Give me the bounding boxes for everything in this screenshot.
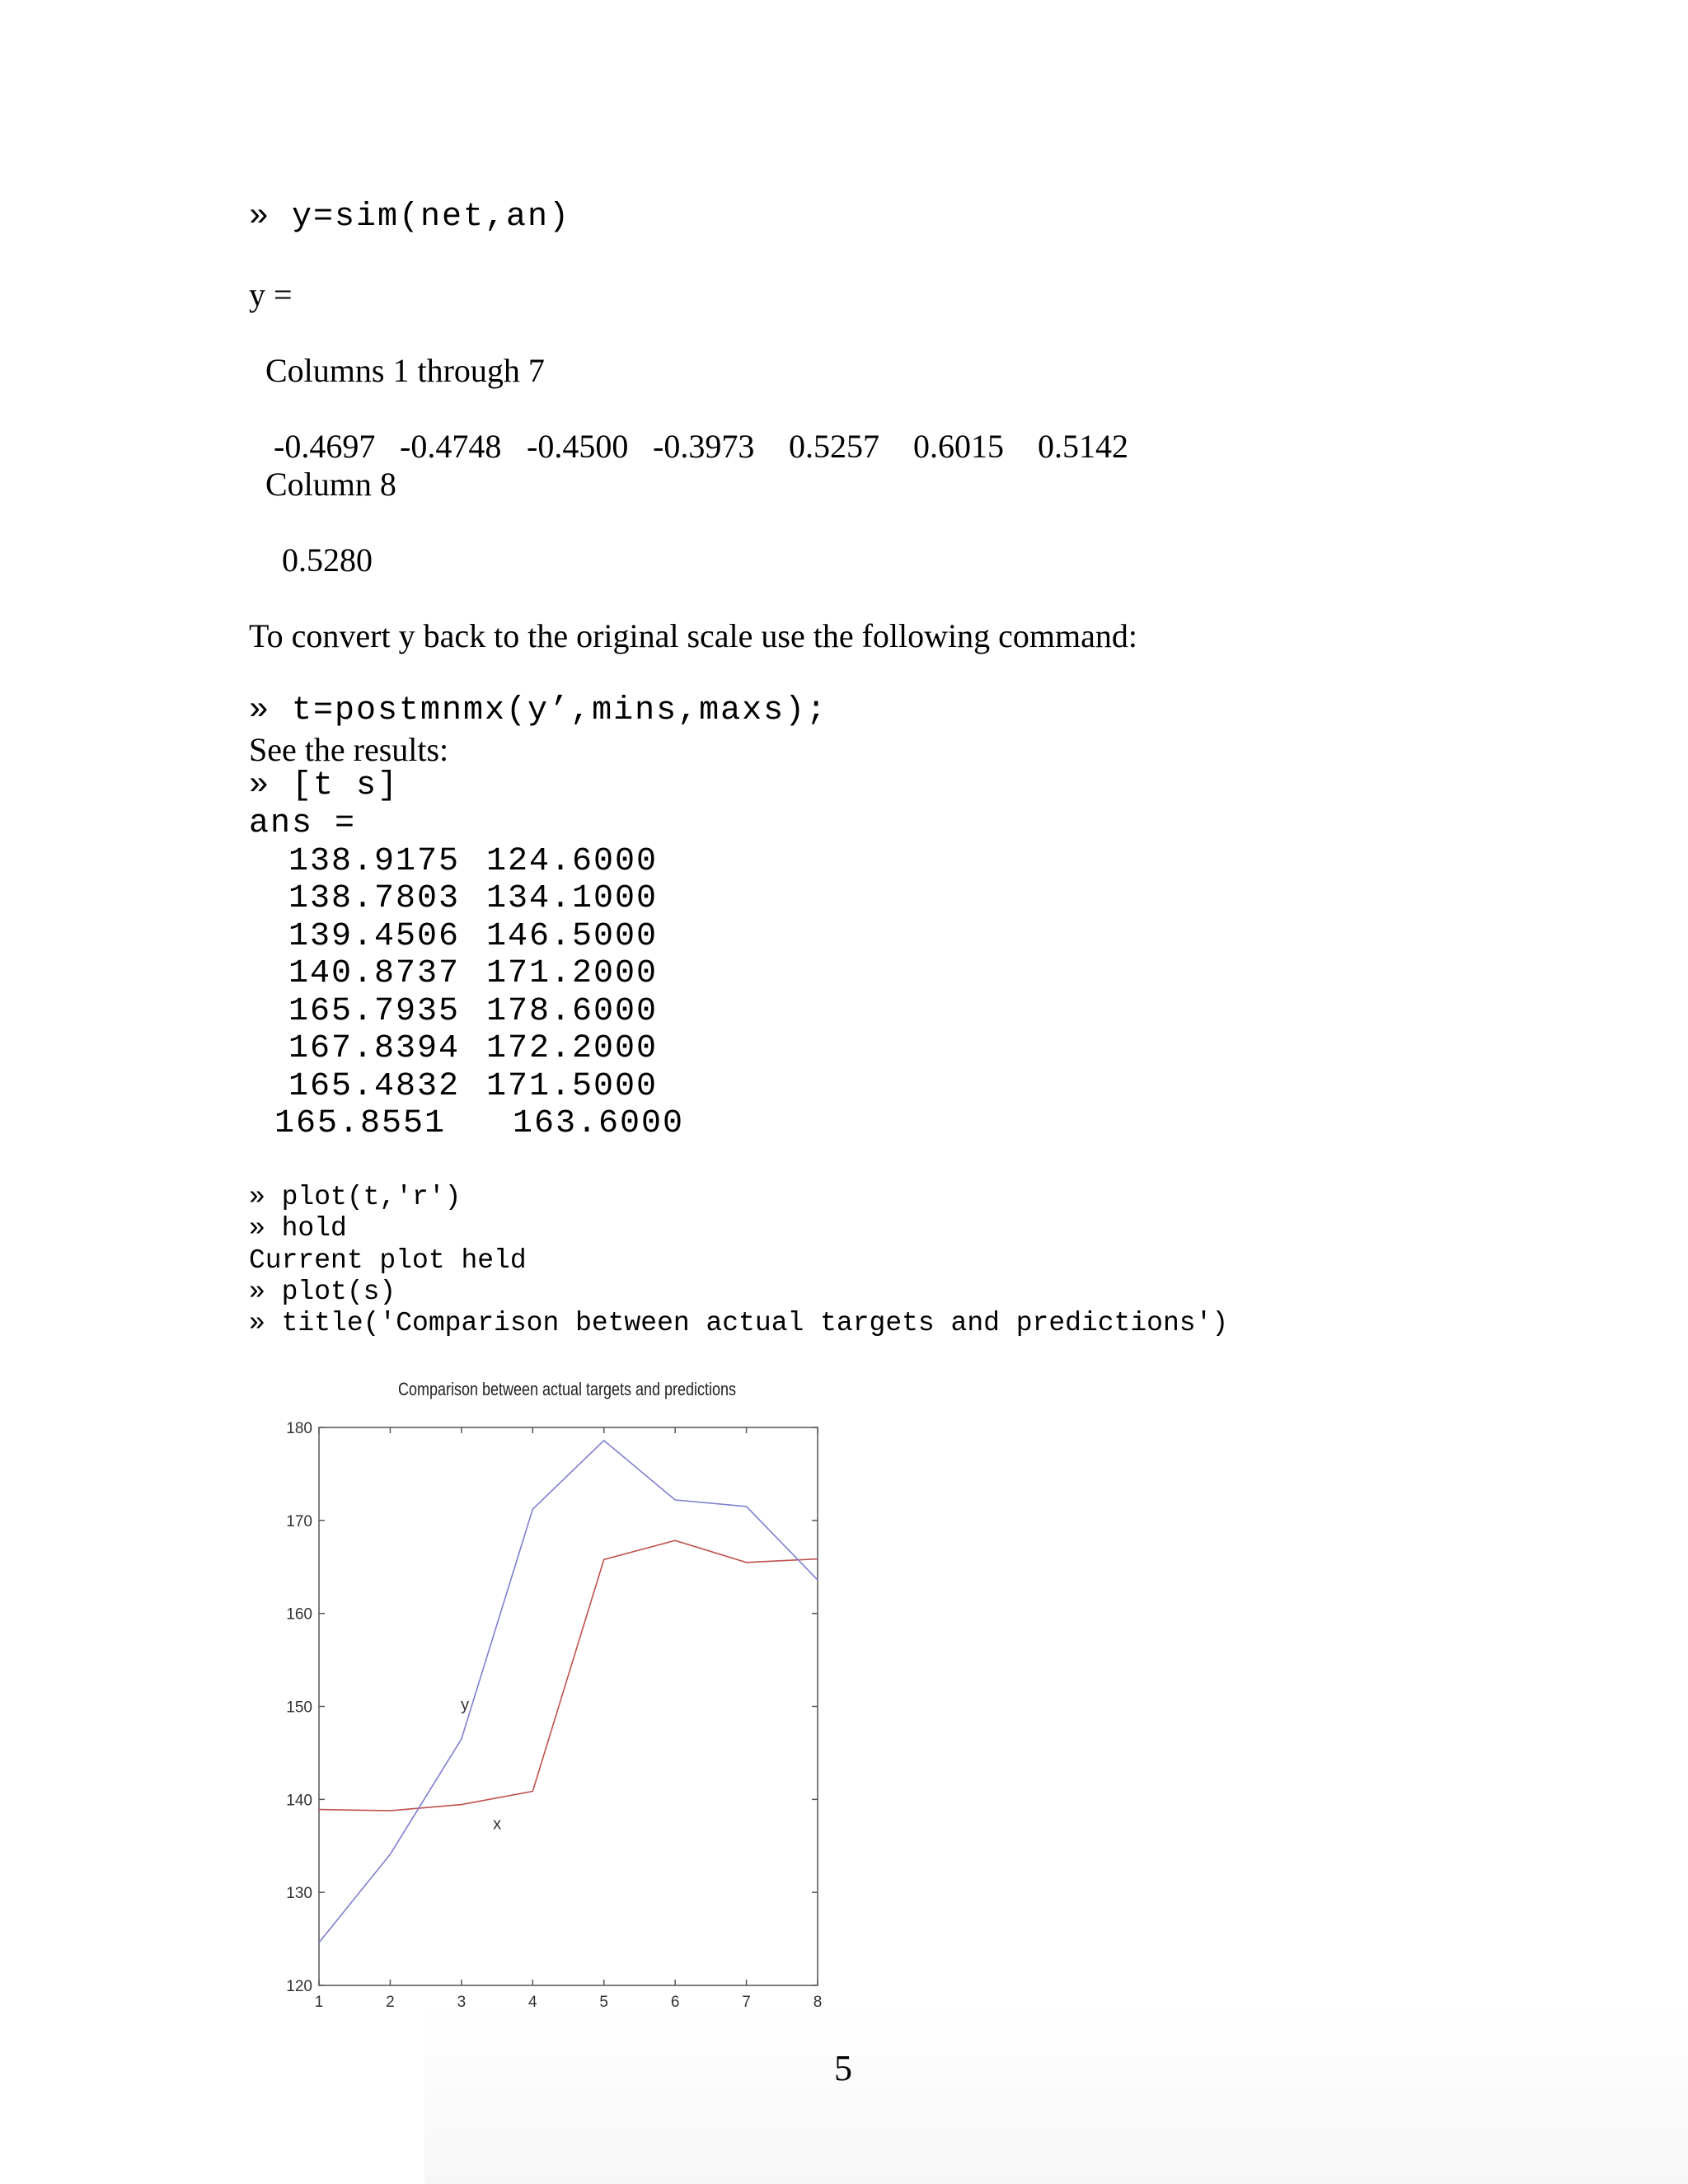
y-value-2: -0.4748 <box>400 428 502 465</box>
y-tick-label: 170 <box>286 1512 312 1530</box>
series-lines <box>319 1441 818 1943</box>
plot-area-frame <box>319 1427 818 1985</box>
command-ts: » [t s] <box>249 767 400 804</box>
ans-t-4: 140.8737 <box>288 955 461 992</box>
x-tick-label: 7 <box>742 1994 751 2011</box>
page-number: 5 <box>834 2048 852 2088</box>
y-value-4: -0.3973 <box>653 428 755 465</box>
y-value-1: -0.4697 <box>274 428 376 465</box>
ans-s-3: 146.5000 <box>486 918 659 955</box>
x-tick-label: 6 <box>670 1994 680 2011</box>
y-value-6: 0.6015 <box>913 428 1004 465</box>
x-tick-label: 3 <box>457 1994 467 2011</box>
ans-s-4: 171.2000 <box>486 955 659 992</box>
ans-s-7: 171.5000 <box>486 1068 659 1105</box>
series-line-y <box>319 1441 818 1943</box>
output-y-label: y = <box>249 276 293 313</box>
ans-s-2: 134.1000 <box>486 880 659 917</box>
ans-t-2: 138.7803 <box>288 880 461 917</box>
hold-message: Current plot held <box>249 1245 527 1276</box>
columns-header-1: Columns 1 through 7 <box>265 352 545 389</box>
chart-title: Comparison between actual targets and predictions <box>398 1379 736 1399</box>
ans-label: ans = <box>249 805 357 842</box>
y-tick-label: 130 <box>286 1885 312 1903</box>
ans-t-1: 138.9175 <box>288 843 461 880</box>
ans-t-8: 165.8551 <box>274 1105 447 1142</box>
ans-s-1: 124.6000 <box>486 843 659 880</box>
command-plot-s: » plot(s) <box>249 1277 396 1307</box>
x-tick-label: 2 <box>386 1994 395 2011</box>
x-tick-label: 8 <box>813 1994 823 2011</box>
scan-shading <box>424 2003 1688 2184</box>
command-title: » title('Comparison between actual targets and predictions') <box>249 1308 1229 1338</box>
y-tick-label: 120 <box>286 1978 312 1995</box>
series-line-x <box>319 1540 818 1811</box>
y-value-7: 0.5142 <box>1038 428 1128 465</box>
see-results-text: See the results: <box>249 731 449 768</box>
ans-t-3: 139.4506 <box>288 918 461 955</box>
ans-t-5: 165.7935 <box>288 993 461 1030</box>
series-label-x: x <box>493 1815 502 1834</box>
y-tick-label: 140 <box>286 1792 312 1810</box>
y-tick-label: 180 <box>286 1420 312 1437</box>
y-tick-label: 160 <box>286 1605 312 1624</box>
explanation-text: To convert y back to the original scale use the following command: <box>249 617 1138 654</box>
ans-s-6: 172.2000 <box>486 1030 659 1067</box>
command-sim: » y=sim(net,an) <box>249 199 571 236</box>
ans-s-8: 163.6000 <box>513 1105 685 1142</box>
y-value-8: 0.5280 <box>282 541 373 579</box>
series-label-y: y <box>461 1695 470 1714</box>
y-tick-label: 150 <box>286 1699 312 1717</box>
comparison-line-chart <box>264 1368 857 2019</box>
x-tick-label: 1 <box>314 1994 324 2011</box>
ans-t-6: 167.8394 <box>288 1030 461 1067</box>
x-tick-label: 4 <box>528 1994 537 2011</box>
y-value-3: -0.4500 <box>527 428 629 465</box>
command-postmnmx: » t=postmnmx(y’,mins,maxs); <box>249 692 828 729</box>
y-value-5: 0.5257 <box>789 428 879 465</box>
command-hold: » hold <box>249 1213 347 1244</box>
axes <box>286 1420 822 2011</box>
ans-s-5: 178.6000 <box>486 993 659 1030</box>
x-tick-label: 5 <box>599 1994 609 2011</box>
command-plot-t: » plot(t,'r') <box>249 1182 462 1212</box>
ans-t-7: 165.4832 <box>288 1068 461 1105</box>
columns-header-2: Column 8 <box>265 466 396 503</box>
